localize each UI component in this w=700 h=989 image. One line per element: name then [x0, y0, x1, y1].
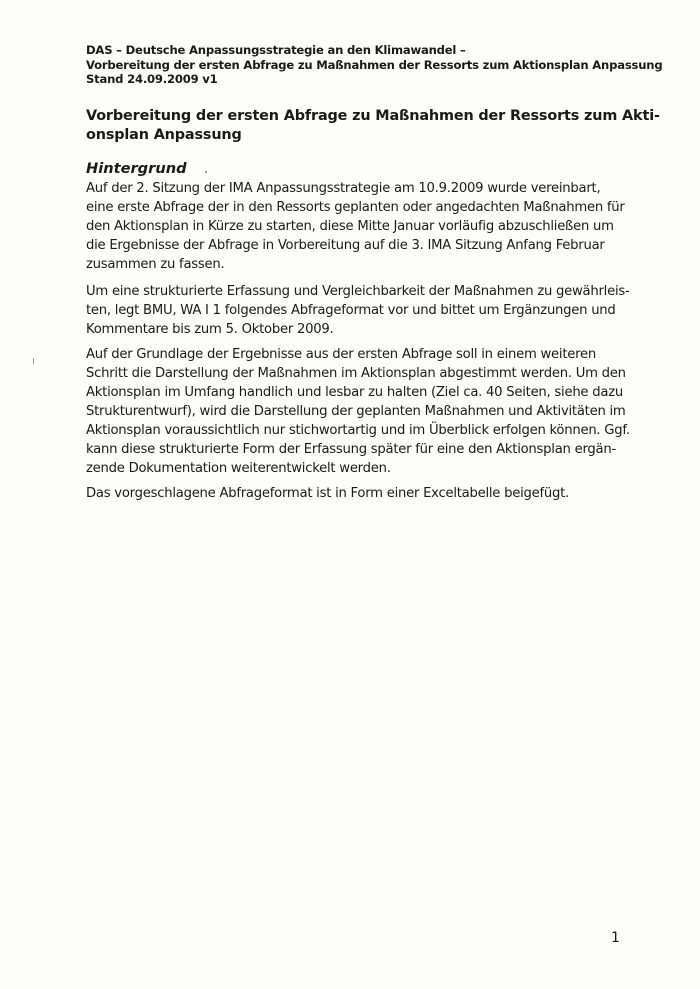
paragraph-line: Um eine strukturierte Erfassung und Vergleichbarkeit der Maßnahmen zu gewährleis- [86, 284, 630, 299]
title-line: onsplan Anpassung [86, 127, 242, 143]
paragraph-line: Auf der Grundlage der Ergebnisse aus der ersten Abfrage soll in einem weiteren [86, 347, 596, 362]
paragraph-line: den Aktionsplan in Kürze zu starten, diese Mitte Januar vorläufig abzuschließen um [86, 219, 614, 234]
paragraph-line: ten, legt BMU, WA I 1 folgendes Abfrageformat vor und bittet um Ergänzungen und [86, 303, 616, 318]
paragraph-line: kann diese strukturierte Form der Erfassung später für eine den Aktionsplan ergän- [86, 442, 616, 457]
paragraph-line: Schritt die Darstellung der Maßnahmen im Aktionsplan abgestimmt werden. Um den [86, 366, 626, 381]
body-paragraph [86, 179, 646, 274]
title-line: Vorbereitung der ersten Abfrage zu Maßnahmen der Ressorts zum Akti- [86, 108, 660, 124]
paragraph-line: Strukturentwurf), wird die Darstellung der geplanten Maßnahmen und Aktivitäten im [86, 404, 626, 419]
scan-speck [33, 358, 34, 364]
paragraph-line: Aktionsplan im Umfang handlich und lesbar zu halten (Ziel ca. 40 Seiten, siehe dazu [86, 385, 623, 400]
paragraph-line: Auf der 2. Sitzung der IMA Anpassungsstrategie am 10.9.2009 wurde vereinbart, [86, 181, 601, 196]
body-paragraph [86, 484, 646, 503]
paragraph-line: eine erste Abfrage der in den Ressorts geplanten oder angedachten Maßnahmen für [86, 200, 625, 215]
header-line: DAS – Deutsche Anpassungsstrategie an den Klimawandel – [86, 43, 466, 57]
document-header [86, 43, 663, 87]
page-number: 1 [611, 930, 620, 946]
paragraph-line: zende Dokumentation weiterentwickelt werden. [86, 461, 391, 476]
paragraph-line: zusammen zu fassen. [86, 257, 225, 272]
paragraph-line: Kommentare bis zum 5. Oktober 2009. [86, 322, 334, 337]
body-paragraph [86, 282, 646, 339]
paragraph-line: die Ergebnisse der Abfrage in Vorbereitung auf die 3. IMA Sitzung Anfang Februar [86, 238, 605, 253]
paragraph-line: Aktionsplan voraussichtlich nur stichwortartig und im Überblick erfolgen können. Ggf. [86, 423, 630, 438]
scan-speck [205, 171, 207, 173]
header-line: Vorbereitung der ersten Abfrage zu Maßnahmen der Ressorts zum Aktionsplan Anpassung [86, 57, 663, 72]
document-title [86, 107, 660, 145]
body-paragraph [86, 345, 646, 478]
section-heading: Hintergrund [86, 160, 187, 177]
paragraph-line: Das vorgeschlagene Abfrageformat ist in Form einer Exceltabelle beigefügt. [86, 486, 569, 501]
header-line: Stand 24.09.2009 v1 [86, 72, 218, 86]
